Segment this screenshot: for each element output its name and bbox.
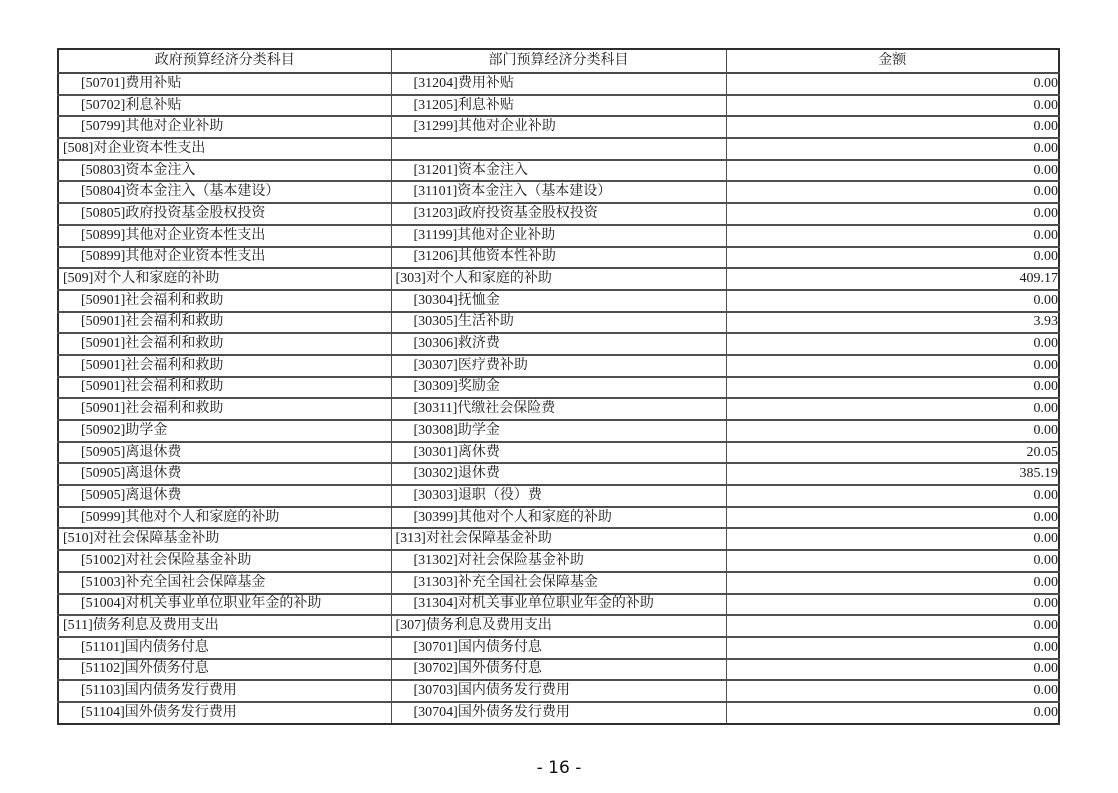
amount-cell bbox=[726, 225, 1059, 247]
dept-subject-cell bbox=[391, 572, 726, 594]
dept-subject-cell bbox=[391, 702, 726, 724]
dept-subject-cell bbox=[391, 225, 726, 247]
gov-subject-text: [508]对企业资本性支出 bbox=[63, 140, 206, 156]
dept-subject-cell bbox=[391, 95, 726, 117]
gov-subject-cell bbox=[58, 95, 391, 117]
gov-subject-text: [50899]其他对企业资本性支出 bbox=[81, 249, 266, 265]
amount-cell bbox=[726, 528, 1059, 550]
dept-subject-text: [31304]对机关事业单位职业年金的补助 bbox=[413, 596, 654, 612]
gov-subject-text: [509]对个人和家庭的补助 bbox=[63, 271, 220, 287]
gov-subject-text: [50905]离退休费 bbox=[81, 444, 182, 460]
dept-subject-text: [31205]利息补贴 bbox=[413, 97, 514, 113]
dept-subject-cell bbox=[391, 203, 726, 225]
dept-subject-text: [303]对个人和家庭的补助 bbox=[395, 271, 552, 287]
amount-cell bbox=[726, 420, 1059, 442]
amount-cell bbox=[726, 485, 1059, 507]
budget-classification-table bbox=[57, 48, 1060, 725]
amount-text: 3.93 bbox=[1033, 314, 1058, 330]
dept-subject-cell bbox=[391, 463, 726, 485]
gov-subject-cell bbox=[58, 528, 391, 550]
amount-cell bbox=[726, 138, 1059, 160]
gov-subject-text: [511]债务利息及费用支出 bbox=[63, 618, 219, 634]
dept-subject-cell bbox=[391, 355, 726, 377]
gov-subject-cell bbox=[58, 73, 391, 95]
dept-subject-text: [31303]补充全国社会保障基金 bbox=[413, 574, 598, 590]
dept-subject-text: [31203]政府投资基金股权投资 bbox=[413, 205, 598, 221]
amount-text: 0.00 bbox=[1033, 618, 1058, 634]
dept-subject-text: [31302]对社会保险基金补助 bbox=[413, 552, 584, 568]
amount-cell bbox=[726, 594, 1059, 616]
gov-subject-text: [50702]利息补贴 bbox=[81, 97, 182, 113]
dept-subject-cell bbox=[391, 485, 726, 507]
gov-subject-cell bbox=[58, 312, 391, 334]
gov-subject-text: [51104]国外债务发行费用 bbox=[81, 704, 237, 720]
table-row bbox=[58, 659, 1059, 681]
amount-text: 0.00 bbox=[1033, 639, 1058, 655]
dept-subject-cell bbox=[391, 312, 726, 334]
amount-text: 0.00 bbox=[1033, 227, 1058, 243]
gov-subject-cell bbox=[58, 138, 391, 160]
dept-subject-cell bbox=[391, 377, 726, 399]
amount-text: 0.00 bbox=[1033, 140, 1058, 156]
gov-subject-cell bbox=[58, 680, 391, 702]
amount-cell bbox=[726, 247, 1059, 269]
table-header-row bbox=[58, 49, 1059, 73]
dept-subject-text: [30399]其他对个人和家庭的补助 bbox=[413, 509, 612, 525]
header-amount: 金额 bbox=[726, 49, 1059, 73]
amount-text: 409.17 bbox=[1019, 271, 1058, 287]
dept-subject-text: [30701]国内债务付息 bbox=[413, 639, 542, 655]
gov-subject-cell bbox=[58, 290, 391, 312]
table-row bbox=[58, 290, 1059, 312]
amount-text: 0.00 bbox=[1033, 119, 1058, 135]
gov-subject-cell bbox=[58, 659, 391, 681]
dept-subject-cell bbox=[391, 73, 726, 95]
dept-subject-text: [30304]抚恤金 bbox=[413, 292, 500, 308]
dept-subject-text: [30306]救济费 bbox=[413, 336, 500, 352]
table-row bbox=[58, 355, 1059, 377]
amount-cell bbox=[726, 377, 1059, 399]
table-row bbox=[58, 615, 1059, 637]
table-row bbox=[58, 73, 1059, 95]
gov-subject-text: [510]对社会保障基金补助 bbox=[63, 531, 220, 547]
table-row bbox=[58, 138, 1059, 160]
amount-text: 0.00 bbox=[1033, 162, 1058, 178]
dept-subject-cell bbox=[391, 181, 726, 203]
dept-subject-cell bbox=[391, 528, 726, 550]
dept-subject-cell bbox=[391, 398, 726, 420]
dept-subject-text: [31201]资本金注入 bbox=[413, 162, 528, 178]
dept-subject-text: [31199]其他对企业补助 bbox=[413, 227, 556, 243]
dept-subject-cell bbox=[391, 594, 726, 616]
table-row bbox=[58, 398, 1059, 420]
table-row bbox=[58, 333, 1059, 355]
gov-subject-text: [50901]社会福利和救助 bbox=[81, 357, 224, 373]
amount-text: 0.00 bbox=[1033, 574, 1058, 590]
amount-text: 0.00 bbox=[1033, 336, 1058, 352]
dept-subject-cell bbox=[391, 615, 726, 637]
dept-subject-text: [313]对社会保障基金补助 bbox=[395, 531, 552, 547]
amount-cell bbox=[726, 268, 1059, 290]
page-number: - 16 - bbox=[536, 758, 582, 778]
dept-subject-cell bbox=[391, 637, 726, 659]
table-row bbox=[58, 181, 1059, 203]
gov-subject-cell bbox=[58, 333, 391, 355]
dept-subject-cell bbox=[391, 247, 726, 269]
gov-subject-cell bbox=[58, 247, 391, 269]
amount-cell bbox=[726, 702, 1059, 724]
amount-cell bbox=[726, 442, 1059, 464]
amount-cell bbox=[726, 659, 1059, 681]
amount-text: 0.00 bbox=[1033, 379, 1058, 395]
amount-text: 0.00 bbox=[1033, 704, 1058, 720]
amount-text: 20.05 bbox=[1026, 444, 1058, 460]
amount-text: 0.00 bbox=[1033, 75, 1058, 91]
gov-subject-cell bbox=[58, 507, 391, 529]
dept-subject-text: [30301]离休费 bbox=[413, 444, 500, 460]
gov-subject-text: [50901]社会福利和救助 bbox=[81, 314, 224, 330]
amount-cell bbox=[726, 572, 1059, 594]
gov-subject-cell bbox=[58, 702, 391, 724]
amount-text: 0.00 bbox=[1033, 292, 1058, 308]
dept-subject-text: [31299]其他对企业补助 bbox=[413, 119, 556, 135]
amount-cell bbox=[726, 615, 1059, 637]
dept-subject-text: [31101]资本金注入（基本建设） bbox=[413, 184, 612, 200]
amount-cell bbox=[726, 507, 1059, 529]
gov-subject-cell bbox=[58, 398, 391, 420]
table-row bbox=[58, 225, 1059, 247]
amount-text: 0.00 bbox=[1033, 184, 1058, 200]
gov-subject-text: [50905]离退休费 bbox=[81, 487, 182, 503]
amount-cell bbox=[726, 398, 1059, 420]
amount-text: 0.00 bbox=[1033, 249, 1058, 265]
table-row bbox=[58, 507, 1059, 529]
amount-cell bbox=[726, 550, 1059, 572]
table-row bbox=[58, 160, 1059, 182]
table-row bbox=[58, 420, 1059, 442]
amount-text: 0.00 bbox=[1033, 401, 1058, 417]
amount-text: 0.00 bbox=[1033, 97, 1058, 113]
gov-subject-text: [51002]对社会保险基金补助 bbox=[81, 552, 252, 568]
table-row bbox=[58, 702, 1059, 724]
dept-subject-cell bbox=[391, 333, 726, 355]
table-row bbox=[58, 463, 1059, 485]
amount-cell bbox=[726, 463, 1059, 485]
dept-subject-text: [30307]医疗费补助 bbox=[413, 357, 528, 373]
table-header bbox=[58, 49, 1059, 73]
gov-subject-text: [50899]其他对企业资本性支出 bbox=[81, 227, 266, 243]
gov-subject-text: [51003]补充全国社会保障基金 bbox=[81, 574, 266, 590]
dept-subject-text: [30309]奖励金 bbox=[413, 379, 500, 395]
dept-subject-cell bbox=[391, 160, 726, 182]
gov-subject-cell bbox=[58, 225, 391, 247]
dept-subject-text: [31206]其他资本性补助 bbox=[413, 249, 556, 265]
table-row bbox=[58, 637, 1059, 659]
table-row bbox=[58, 572, 1059, 594]
gov-subject-text: [50902]助学金 bbox=[81, 422, 168, 438]
table-row bbox=[58, 550, 1059, 572]
gov-subject-text: [51103]国内债务发行费用 bbox=[81, 683, 237, 699]
header-dept-subject: 部门预算经济分类科目 bbox=[391, 49, 726, 73]
dept-subject-cell bbox=[391, 268, 726, 290]
amount-cell bbox=[726, 680, 1059, 702]
amount-cell bbox=[726, 203, 1059, 225]
gov-subject-text: [51101]国内债务付息 bbox=[81, 639, 209, 655]
table-row bbox=[58, 247, 1059, 269]
dept-subject-text: [30303]退职（役）费 bbox=[413, 487, 542, 503]
gov-subject-cell bbox=[58, 485, 391, 507]
dept-subject-cell bbox=[391, 290, 726, 312]
gov-subject-cell bbox=[58, 116, 391, 138]
gov-subject-cell bbox=[58, 181, 391, 203]
amount-cell bbox=[726, 160, 1059, 182]
amount-text: 0.00 bbox=[1033, 683, 1058, 699]
gov-subject-cell bbox=[58, 420, 391, 442]
gov-subject-cell bbox=[58, 550, 391, 572]
gov-subject-cell bbox=[58, 572, 391, 594]
table-row bbox=[58, 268, 1059, 290]
amount-cell bbox=[726, 355, 1059, 377]
amount-cell bbox=[726, 637, 1059, 659]
amount-cell bbox=[726, 116, 1059, 138]
dept-subject-text: [30311]代缴社会保险费 bbox=[413, 401, 556, 417]
gov-subject-text: [50901]社会福利和救助 bbox=[81, 336, 224, 352]
dept-subject-text: [307]债务利息及费用支出 bbox=[395, 618, 552, 634]
amount-cell bbox=[726, 312, 1059, 334]
gov-subject-cell bbox=[58, 377, 391, 399]
table-row bbox=[58, 680, 1059, 702]
gov-subject-cell bbox=[58, 203, 391, 225]
amount-text: 0.00 bbox=[1033, 661, 1058, 677]
table-row bbox=[58, 312, 1059, 334]
gov-subject-text: [50805]政府投资基金股权投资 bbox=[81, 205, 266, 221]
header-gov-subject: 政府预算经济分类科目 bbox=[58, 49, 391, 73]
dept-subject-cell bbox=[391, 138, 726, 160]
table-row bbox=[58, 594, 1059, 616]
gov-subject-text: [50901]社会福利和救助 bbox=[81, 292, 224, 308]
gov-subject-text: [50999]其他对个人和家庭的补助 bbox=[81, 509, 280, 525]
dept-subject-cell bbox=[391, 420, 726, 442]
gov-subject-cell bbox=[58, 160, 391, 182]
amount-cell bbox=[726, 333, 1059, 355]
dept-subject-text: [30305]生活补助 bbox=[413, 314, 514, 330]
dept-subject-cell bbox=[391, 659, 726, 681]
gov-subject-text: [50804]资本金注入（基本建设） bbox=[81, 184, 280, 200]
gov-subject-cell bbox=[58, 615, 391, 637]
gov-subject-text: [50905]离退休费 bbox=[81, 466, 182, 482]
gov-subject-cell bbox=[58, 594, 391, 616]
table-row bbox=[58, 116, 1059, 138]
gov-subject-text: [50901]社会福利和救助 bbox=[81, 379, 224, 395]
dept-subject-text: [30308]助学金 bbox=[413, 422, 500, 438]
table-body bbox=[58, 73, 1059, 724]
gov-subject-text: [50901]社会福利和救助 bbox=[81, 401, 224, 417]
dept-subject-text: [30704]国外债务发行费用 bbox=[413, 704, 570, 720]
amount-text: 0.00 bbox=[1033, 552, 1058, 568]
amount-cell bbox=[726, 181, 1059, 203]
amount-text: 0.00 bbox=[1033, 357, 1058, 373]
amount-text: 0.00 bbox=[1033, 422, 1058, 438]
gov-subject-text: [50701]费用补贴 bbox=[81, 75, 182, 91]
gov-subject-cell bbox=[58, 355, 391, 377]
amount-cell bbox=[726, 73, 1059, 95]
dept-subject-text: [30703]国内债务发行费用 bbox=[413, 683, 570, 699]
table-row bbox=[58, 528, 1059, 550]
gov-subject-cell bbox=[58, 637, 391, 659]
gov-subject-text: [51004]对机关事业单位职业年金的补助 bbox=[81, 596, 322, 612]
dept-subject-text: [31204]费用补贴 bbox=[413, 75, 514, 91]
dept-subject-cell bbox=[391, 550, 726, 572]
amount-cell bbox=[726, 95, 1059, 117]
gov-subject-text: [51102]国外债务付息 bbox=[81, 661, 209, 677]
amount-text: 0.00 bbox=[1033, 509, 1058, 525]
amount-cell bbox=[726, 290, 1059, 312]
dept-subject-cell bbox=[391, 680, 726, 702]
amount-text: 385.19 bbox=[1019, 466, 1058, 482]
dept-subject-text: [30702]国外债务付息 bbox=[413, 661, 542, 677]
gov-subject-cell bbox=[58, 268, 391, 290]
gov-subject-text: [50803]资本金注入 bbox=[81, 162, 196, 178]
table-row bbox=[58, 377, 1059, 399]
table-row bbox=[58, 203, 1059, 225]
table-row bbox=[58, 442, 1059, 464]
table-row bbox=[58, 95, 1059, 117]
amount-text: 0.00 bbox=[1033, 205, 1058, 221]
dept-subject-cell bbox=[391, 116, 726, 138]
gov-subject-text: [50799]其他对企业补助 bbox=[81, 119, 224, 135]
table-row bbox=[58, 485, 1059, 507]
dept-subject-text: [30302]退休费 bbox=[413, 466, 500, 482]
amount-text: 0.00 bbox=[1033, 596, 1058, 612]
dept-subject-cell bbox=[391, 442, 726, 464]
amount-text: 0.00 bbox=[1033, 531, 1058, 547]
dept-subject-cell bbox=[391, 507, 726, 529]
gov-subject-cell bbox=[58, 442, 391, 464]
amount-text: 0.00 bbox=[1033, 487, 1058, 503]
gov-subject-cell bbox=[58, 463, 391, 485]
